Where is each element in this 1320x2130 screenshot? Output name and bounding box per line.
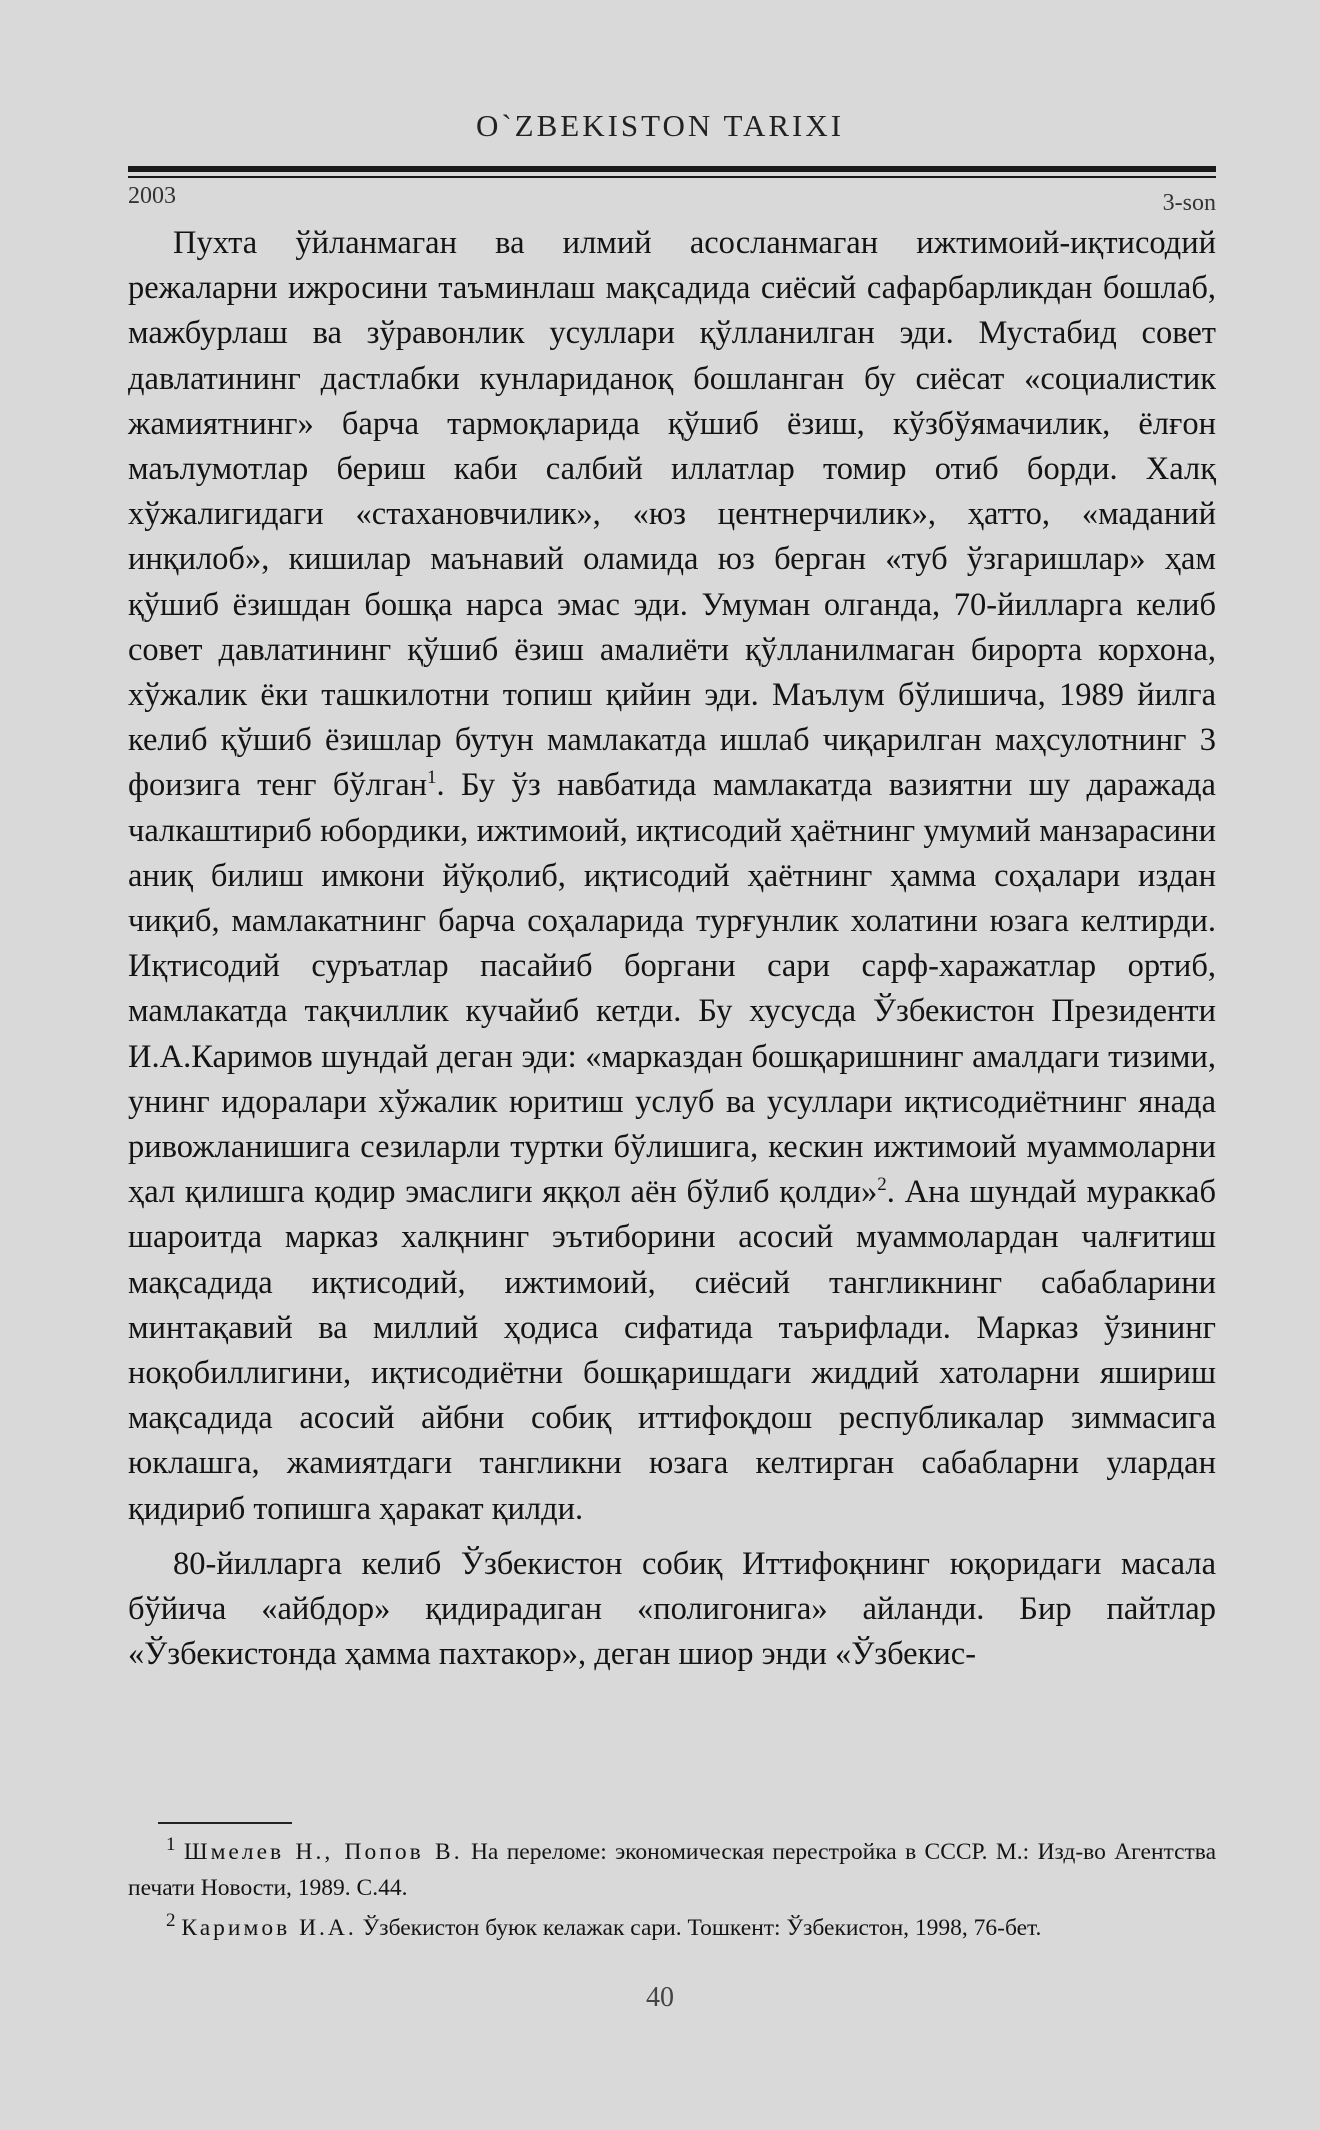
footnote-1-author: Шмелев Н., Попов В. <box>183 1839 463 1865</box>
header-rule-thin <box>128 176 1216 178</box>
header-rule-thick <box>128 166 1216 172</box>
footnote-separator <box>158 1822 292 1824</box>
footnote-2 <box>128 1910 1216 1946</box>
paragraph-1-text-c: . Ана шундай мураккаб шароитда марказ халқнинг эътиборини асосий муаммолардан чалғитиш мақсадида иқтисодий, ижтимоий, сиёсий тангликнинг сабабларини минтақавий ва миллий ҳодиса сифатида таърифлади. Марказ ўзининг ноқобиллигини, иқтисодиётни бошқаришдаги жиддий хатоларни яшириш мақсадида асосий айбни собиқ иттифоқдош республикалар зиммасига юклашга, жамиятдаги тангликни юзага келтирган сабабларни улардан қидириб топишга ҳаракат қилди. <box>128 1174 1216 1527</box>
paragraph-2: 80-йилларга келиб Ўзбекистон собиқ Иттифоқнинг юқоридаги масала бўйича «айбдор» қидирадиган «полигонига» айланди. Бир пайтлар «Ўзбекистонда ҳамма пахтакор», деган шиор энди «Ўзбекис- <box>128 1545 1216 1673</box>
header-issue: 3-son <box>1162 190 1216 216</box>
running-title: O`ZBEKISTON TARIXI <box>475 108 845 143</box>
footnote-1-mark: 1 <box>166 1834 176 1856</box>
header-year: 2003 <box>128 183 176 209</box>
footnote-ref-2: 2 <box>877 1174 887 1196</box>
footnote-2-mark: 2 <box>166 1910 176 1932</box>
footnote-2-author: Каримов И.А. <box>181 1915 357 1941</box>
footnote-ref-1: 1 <box>427 767 437 789</box>
footnote-1-text: На переломе: экономическая перестройка в СССР. М.: Изд-во Агентства печати Новости, 1989. С.44. <box>128 1839 1216 1901</box>
footnote-2-text: Ўзбекистон буюк келажак сари. Тошкент: Ўзбекистон, 1998, 76-бет. <box>356 1915 1042 1941</box>
body-text <box>128 221 1216 1678</box>
paragraph-1-text-a: Пухта ўйланмаган ва илмий асосланмаган ижтимоий-иқтисодий режаларни ижросини таъминлаш мақсадида сиёсий сафарбарликдан бошлаб, мажбурлаш ва зўравонлик усуллари қўлланилган эди. Мустабид совет давлатининг дастлабки кунлариданоқ бошланган бу сиёсат «социалистик жамиятнинг» барча тармоқларида қўшиб ёзиш, кўзбўямачилик, ёлғон маълумотлар бериш каби салбий иллатлар томир отиб борди. Халқ хўжалигидаги «стахановчилик», «юз центнерчилик», ҳатто, «маданий инқилоб», кишилар маънавий оламида юз берган «туб ўзгаришлар» ҳам қўшиб ёзишдан бошқа нарса эмас эди. Умуман олганда, 70-йилларга келиб совет давлатининг қўшиб ёзиш амалиёти қўлланилмаган бирорта корхона, хўжалик ёки ташкилотни топиш қийин эди. Маълум бўлишича, 1989 йилга келиб қўшиб ёзишлар бутун мамлакатда ишлаб чиқарилган маҳсулотнинг 3 фоизига тенг бўлган <box>128 225 1216 804</box>
footnotes <box>128 1822 1216 1950</box>
footnote-1 <box>128 1834 1216 1906</box>
paragraph-1 <box>128 221 1216 1532</box>
page-number: 40 <box>646 1982 674 2013</box>
paragraph-1-text-b: . Бу ўз навбатида мамлакатда вазиятни шу даражада чалкаштириб юбордики, ижтимоий, иқтисодий ҳаётнинг умумий манзарасини аниқ билиш имкони йўқолиб, иқтисодий ҳаётнинг ҳамма соҳалари издан чиқиб, мамлакатнинг барча соҳаларида турғунлик холатини юзага келтирди. Иқтисодий суръатлар пасайиб боргани сари сарф-харажатлар ортиб, мамлакатда тақчиллик кучайиб кетди. Бу хусусда Ўзбекистон Президенти И.А.Каримов шундай деган эди: «марказдан бошқаришнинг амалдаги тизими, унинг идоралари хўжалик юритиш услуб ва усуллари иқтисодиётнинг янада ривожланишига сезиларли туртки бўлишига, кескин ижтимоий муаммоларни ҳал қилишга қодир эмаслиги яққол аён бўлиб қолди» <box>128 767 1216 1211</box>
